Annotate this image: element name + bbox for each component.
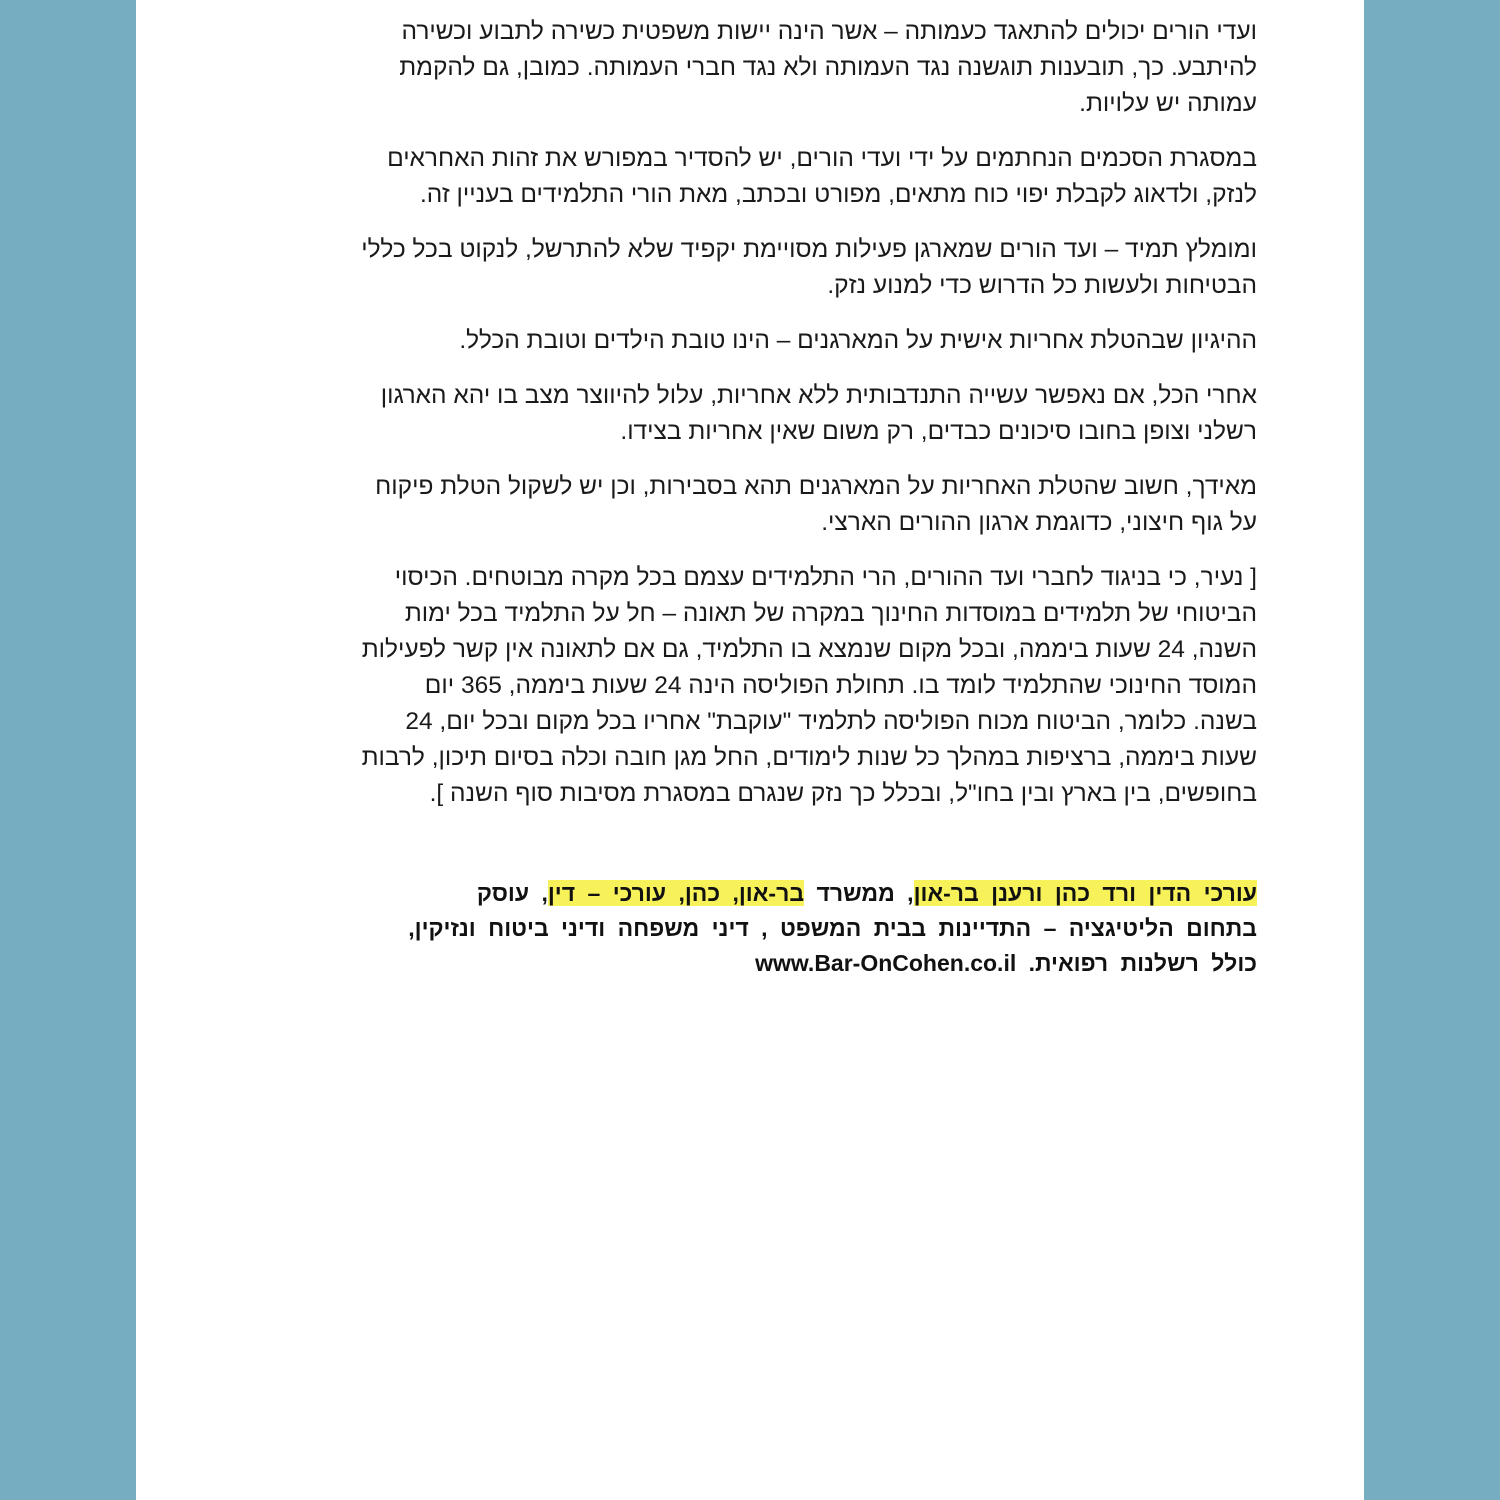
text-line: בחופשים, בין בארץ ובין בחו"ל, ובכלל כך נזק שנגרם במסגרת מסיבות סוף השנה ]. <box>429 780 1257 807</box>
paragraph-agreements <box>267 141 1257 213</box>
paragraph-insurance-note <box>267 560 1257 812</box>
text-line: השנה, 24 שעות ביממה, ובכל מקום שנמצא בו התלמיד, גם אם לתאונה אין קשר לפעילות <box>361 636 1257 663</box>
text-line: ועדי הורים יכולים להתאגד כעמותה – אשר הינה יישות משפטית כשירה לתבוע וכשירה <box>401 18 1257 45</box>
text-line: עמותה יש עלויות. <box>1079 90 1257 117</box>
text-line: אחרי הכל, אם נאפשר עשייה התנדבותית ללא אחריות, עלול להיווצר מצב בו יהא הארגון <box>380 382 1257 409</box>
text-line: בשנה. כלומר, הביטוח מכוח הפוליסה לתלמיד "עוקבת" אחריו בכל מקום ובכל יום, 24 <box>405 708 1257 735</box>
text-line: על גוף חיצוני, כדוגמת ארגון ההורים הארצי. <box>821 509 1257 536</box>
signature-line-3 <box>267 946 1257 981</box>
text-line: ההיגיון שבהטלת אחריות אישית על המארגנים – הינו טובת הילדים וטובת הכלל. <box>459 327 1257 354</box>
text-line: המוסד החינוכי שהתלמיד לומד בו. תחולת הפוליסה הינה 24 שעות ביממה, 365 יום <box>424 672 1257 699</box>
deals-in-text: , עוסק <box>476 880 548 906</box>
specialty-text: כולל רשלנות רפואית. <box>1016 950 1257 976</box>
document-page <box>136 0 1364 1500</box>
author-signature <box>267 876 1257 981</box>
signature-line-1 <box>267 876 1257 911</box>
highlighted-author-names: עורכי הדין ורד כהן ורענן בר-און <box>913 880 1257 906</box>
signature-line-2: בתחום הליטיגציה – התדיינות בבית המשפט , דיני משפחה ודיני ביטוח ונזיקין, <box>408 915 1257 941</box>
article-body <box>267 14 1257 981</box>
text-line: שעות ביממה, ברציפות במהלך כל שנות לימודים, החל מגן חובה וכלה בסיום תיכון, לרבות <box>361 744 1257 771</box>
paragraph-on-the-other-hand <box>267 469 1257 541</box>
text-line: רשלני וצופן בחובו סיכונים כבדים, רק משום שאין אחריות בצידו. <box>620 418 1257 445</box>
text-line: הביטוחי של תלמידים במוסדות החינוך במקרה של תאונה – חל על התלמיד בכל ימות <box>404 600 1257 627</box>
text-line: לנזק, ולדאוג לקבלת יפוי כוח מתאים, מפורט ובכתב, מאת הורי התלמידים בעניין זה. <box>419 181 1257 208</box>
text-line: להיתבע. כך, תובענות תוגשנה נגד העמותה ולא נגד חברי העמותה. כמובן, גם להקמת <box>399 54 1257 81</box>
paragraph-recommendation <box>267 232 1257 304</box>
text-line: מאידך, חשוב שהטלת האחריות על המארגנים תהא בסבירות, וכן יש לשקול הטלת פיקוח <box>375 473 1257 500</box>
paragraph-association <box>267 14 1257 122</box>
paragraph-logic <box>267 323 1257 359</box>
website-link[interactable]: www.Bar-OnCohen.co.il <box>755 950 1017 976</box>
text-line: במסגרת הסכמים הנחתמים על ידי ועדי הורים, יש להסדיר במפורש את זהות האחראים <box>387 145 1257 172</box>
text-line: [ נעיר, כי בניגוד לחברי ועד ההורים, הרי התלמידים עצמם בכל מקרה מבוטחים. הכיסוי <box>394 564 1257 591</box>
from-office-text: , ממשרד <box>804 880 914 906</box>
highlighted-office-name: בר-און, כהן, עורכי – דין <box>547 880 805 906</box>
paragraph-after-all <box>267 378 1257 450</box>
text-line: ומומלץ תמיד – ועד הורים שמארגן פעילות מסויימת יקפיד שלא להתרשל, לנקוט בכל כללי <box>361 236 1257 263</box>
text-line: הבטיחות ולעשות כל הדרוש כדי למנוע נזק. <box>827 272 1257 299</box>
